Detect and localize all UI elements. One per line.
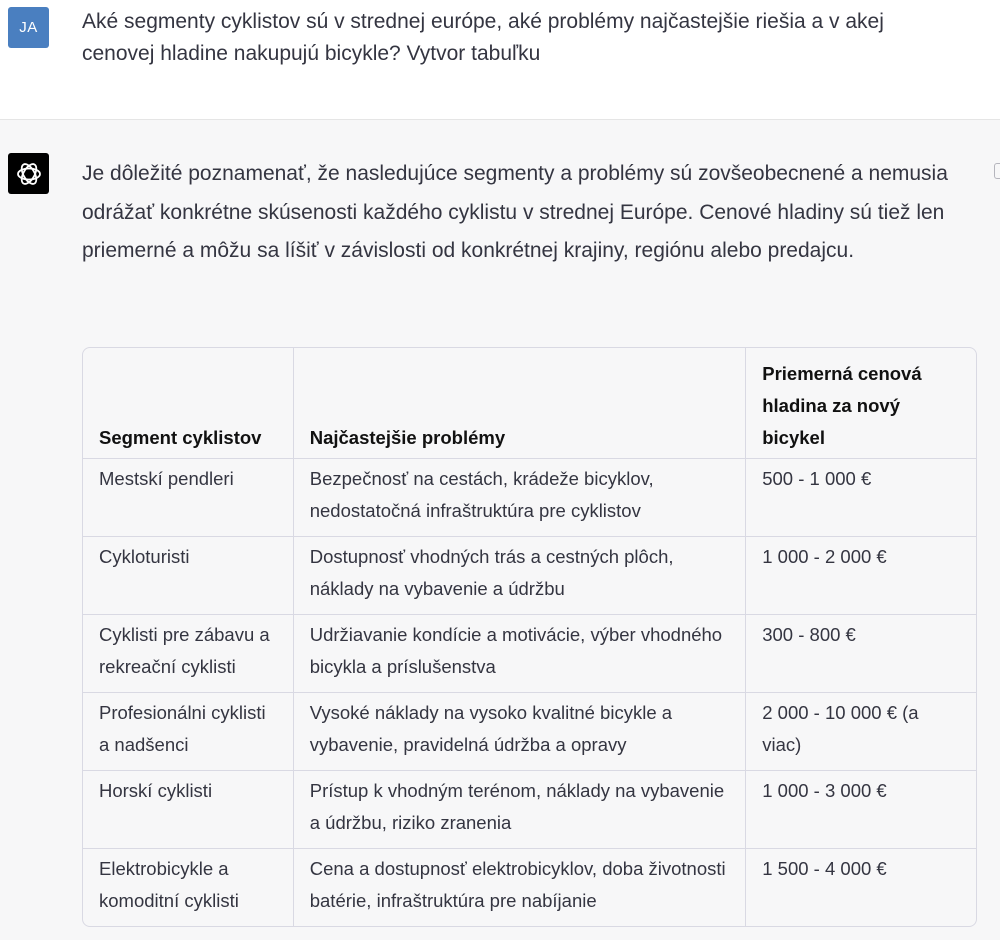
cell-price: 300 - 800 € — [746, 614, 976, 692]
cell-price: 1 000 - 2 000 € — [746, 536, 976, 614]
table-row — [83, 458, 976, 536]
table-row — [83, 770, 976, 848]
user-message-row — [0, 0, 1000, 120]
cell-segment: Mestskí pendleri — [83, 458, 293, 536]
column-header-segment: Segment cyklistov — [83, 348, 293, 458]
user-avatar-initials: JA — [19, 19, 38, 36]
cell-segment: Cykloturisti — [83, 536, 293, 614]
table-row — [83, 614, 976, 692]
cell-problems: Cena a dostupnosť elektrobicyklov, doba životnosti batérie, infraštruktúra pre nabíjanie — [293, 848, 746, 926]
table-row — [83, 536, 976, 614]
table-row — [83, 848, 976, 926]
segments-table — [82, 347, 977, 927]
assistant-avatar — [8, 153, 49, 194]
table-row — [83, 692, 976, 770]
cell-problems: Prístup k vhodným terénom, náklady na vybavenie a údržbu, riziko zranenia — [293, 770, 746, 848]
column-header-problems: Najčastejšie problémy — [293, 348, 746, 458]
cell-problems: Udržiavanie kondície a motivácie, výber vhodného bicykla a príslušenstva — [293, 614, 746, 692]
cell-price: 500 - 1 000 € — [746, 458, 976, 536]
cell-problems: Dostupnosť vhodných trás a cestných plôch, náklady na vybavenie a údržbu — [293, 536, 746, 614]
copy-icon[interactable] — [994, 163, 1000, 179]
openai-logo-icon — [14, 159, 44, 189]
table-header-row — [83, 348, 976, 458]
cell-price: 2 000 - 10 000 € (a viac) — [746, 692, 976, 770]
cell-price: 1 500 - 4 000 € — [762, 857, 887, 879]
cell-segment: Elektrobicykle a komoditní cyklisti — [83, 848, 293, 926]
column-header-price: Priemerná cenová hladina za nový bicykel — [746, 348, 976, 458]
user-avatar — [8, 7, 49, 48]
cell-segment: Cyklisti pre zábavu a rekreační cyklisti — [83, 614, 293, 692]
cell-price: 1 000 - 3 000 € — [746, 770, 976, 848]
cell-problems: Vysoké náklady na vysoko kvalitné bicykle a vybavenie, pravidelná údržba a opravy — [293, 692, 746, 770]
assistant-message-row — [0, 121, 1000, 940]
cell-segment: Horskí cyklisti — [83, 770, 293, 848]
cell-problems: Bezpečnosť na cestách, krádeže bicyklov, nedostatočná infraštruktúra pre cyklistov — [293, 458, 746, 536]
assistant-intro-text: Je dôležité poznamenať, že nasledujúce segmenty a problémy sú zovšeobecnené a nemusia odrážať konkrétne skúsenosti každého cyklistu v strednej Európe. Cenové hladiny sú tiež len priemerné a môžu sa líšiť v závislosti od konkrétnej krajiny, regiónu alebo predajcu. — [82, 162, 948, 263]
cell-segment: Profesionálni cyklisti a nadšenci — [83, 692, 293, 770]
user-message-text: Aké segmenty cyklistov sú v strednej európe, aké problémy najčastejšie riešia a v akej cenovej hladine nakupujú bicykle? Vytvor tabuľku — [82, 10, 884, 65]
